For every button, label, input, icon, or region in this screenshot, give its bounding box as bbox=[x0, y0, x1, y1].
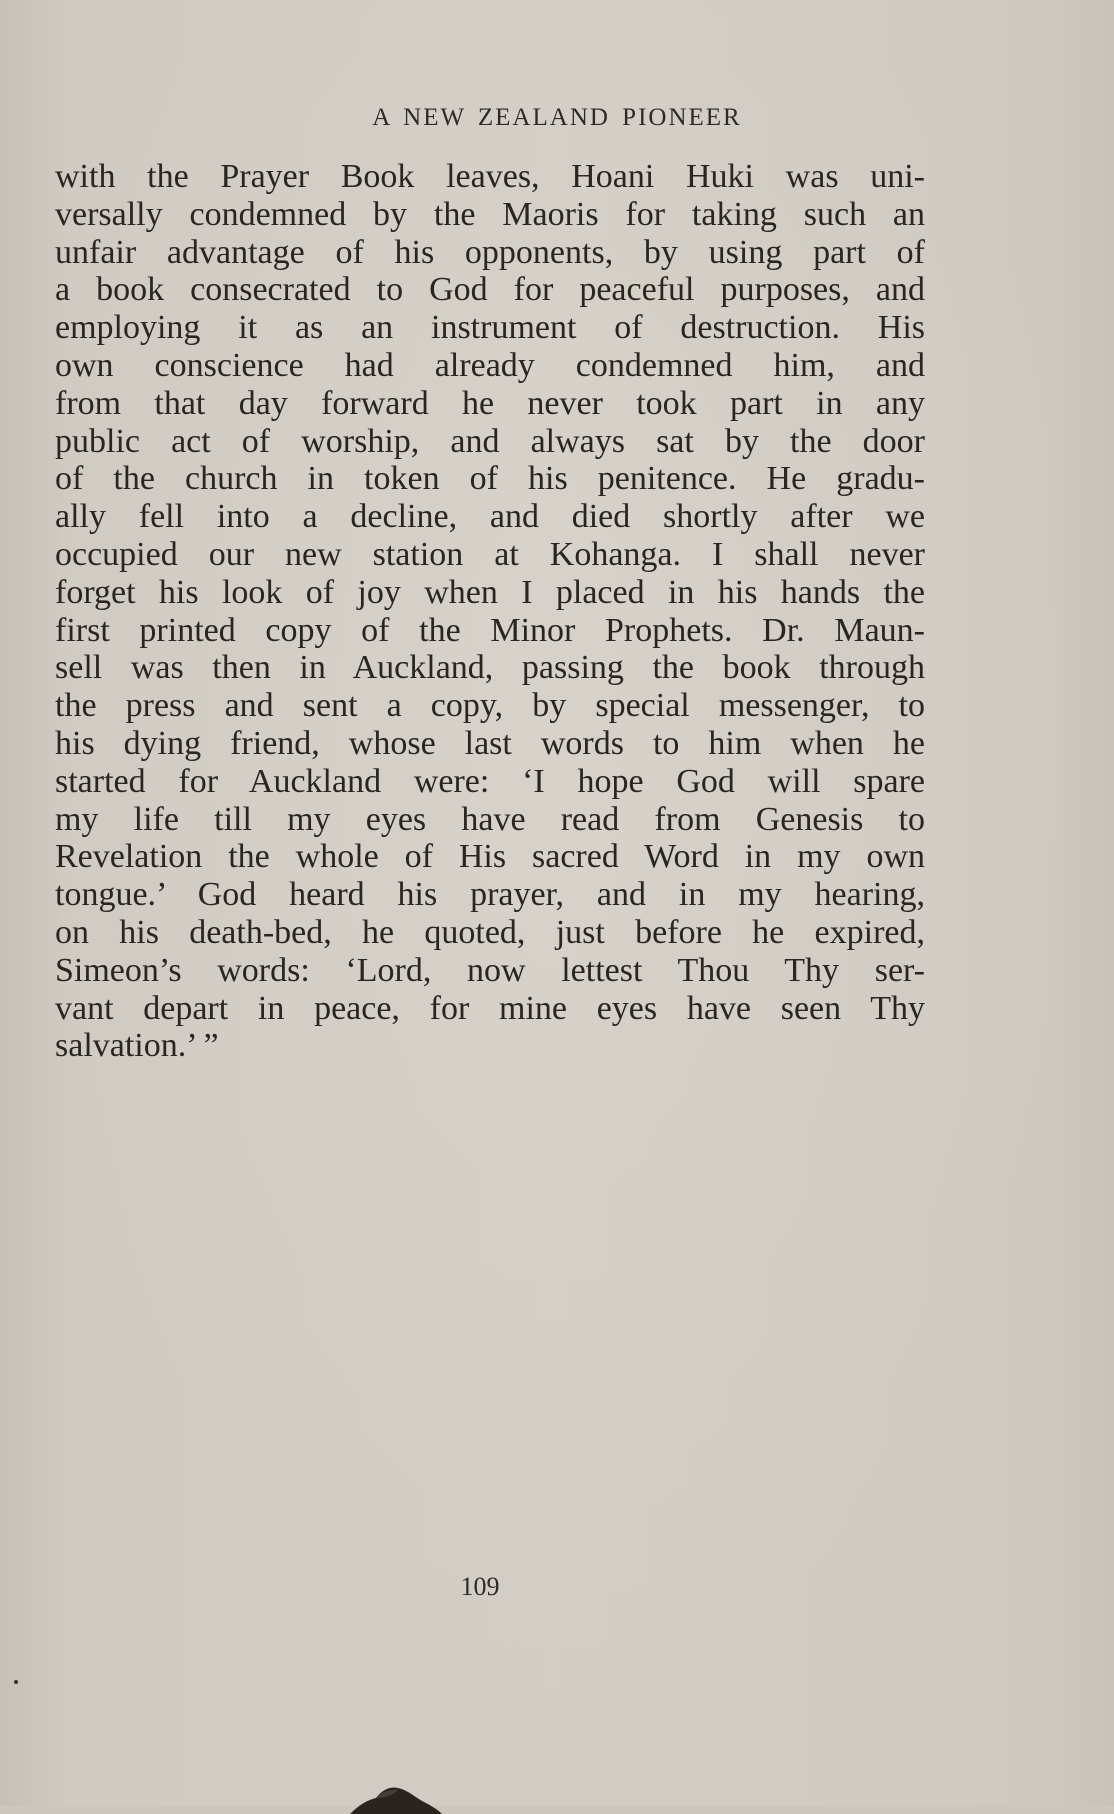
text-line: my life till my eyes have read from Genesis to bbox=[55, 800, 925, 838]
text-line: sell was then in Auckland, passing the book through bbox=[55, 649, 925, 687]
running-head: A NEW ZEALAND PIONEER bbox=[372, 104, 742, 131]
text-line: the press and sent a copy, by special messenger, to bbox=[55, 687, 925, 725]
text-line: Simeon’s words: ‘Lord, now lettest Thou Thy ser- bbox=[55, 951, 925, 989]
ink-speck bbox=[14, 1680, 18, 1684]
text-line: versally condemned by the Maoris for taking such an bbox=[55, 195, 925, 233]
text-line: occupied our new station at Kohanga. I shall never bbox=[55, 535, 925, 573]
text-line: salvation.’ ” bbox=[55, 1027, 219, 1065]
text-line: a book consecrated to God for peaceful purposes, and bbox=[55, 271, 925, 309]
text-line: started for Auckland were: ‘I hope God will spare bbox=[55, 762, 925, 800]
text-line: tongue.’ God heard his prayer, and in my hearing, bbox=[55, 876, 925, 914]
text-line: forget his look of joy when I placed in his hands the bbox=[55, 573, 925, 611]
text-line: Revelation the whole of His sacred Word in my own bbox=[55, 838, 925, 876]
text-line: first printed copy of the Minor Prophets. Dr. Maun- bbox=[55, 611, 925, 649]
text-line: with the Prayer Book leaves, Hoani Huki was uni- bbox=[55, 158, 925, 195]
text-line: of the church in token of his penitence. He gradu- bbox=[55, 460, 925, 498]
text-line: vant depart in peace, for mine eyes have seen Thy bbox=[55, 989, 925, 1027]
body-text bbox=[55, 158, 925, 1065]
page-number: 109 bbox=[460, 1572, 500, 1601]
text-line: employing it as an instrument of destruction. His bbox=[55, 309, 925, 347]
text-line: ally fell into a decline, and died shortly after we bbox=[55, 498, 925, 536]
text-line: public act of worship, and always sat by the door bbox=[55, 422, 925, 460]
text-line: his dying friend, whose last words to him when he bbox=[55, 724, 925, 762]
paper-stain bbox=[346, 1774, 446, 1814]
text-line: on his death-bed, he quoted, just before he expired, bbox=[55, 913, 925, 951]
text-line: own conscience had already condemned him, and bbox=[55, 346, 925, 384]
text-line: unfair advantage of his opponents, by using part of bbox=[55, 233, 925, 271]
text-line: from that day forward he never took part in any bbox=[55, 384, 925, 422]
